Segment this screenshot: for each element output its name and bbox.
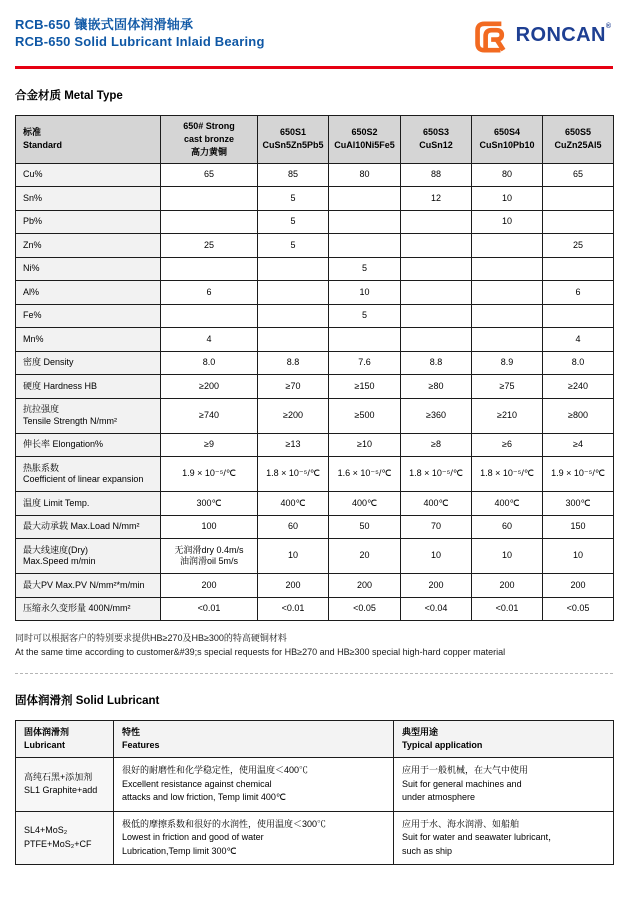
registered-trademark-mark: ® — [605, 23, 611, 30]
value-cell: 100 — [161, 515, 258, 539]
value-cell: <0.01 — [472, 597, 543, 621]
grade-column-header: 650# Strong cast bronze 高力黄铜 — [161, 115, 258, 163]
row-label-cell: Sn% — [16, 187, 161, 211]
value-cell: <0.04 — [401, 597, 472, 621]
lubricant-column-header: 典型用途 Typical application — [394, 721, 614, 758]
table-row — [16, 492, 614, 516]
value-cell — [401, 328, 472, 352]
value-cell — [161, 257, 258, 281]
value-cell: 10 — [472, 539, 543, 574]
value-cell: 200 — [543, 574, 614, 598]
value-cell: 70 — [401, 515, 472, 539]
value-cell: 400℃ — [329, 492, 401, 516]
value-cell: ≥75 — [472, 375, 543, 399]
value-cell: ≥8 — [401, 433, 472, 457]
value-cell: 10 — [472, 210, 543, 234]
value-cell: 60 — [258, 515, 329, 539]
table-row — [16, 328, 614, 352]
value-cell: 200 — [258, 574, 329, 598]
value-cell: 400℃ — [258, 492, 329, 516]
value-cell — [472, 257, 543, 281]
value-cell — [543, 257, 614, 281]
table-row — [16, 597, 614, 621]
value-cell: 20 — [329, 539, 401, 574]
value-cell: 1.8 × 10⁻⁵/℃ — [258, 457, 329, 492]
table-row — [16, 210, 614, 234]
value-cell — [161, 210, 258, 234]
value-cell: 25 — [161, 234, 258, 258]
row-label-cell: Mn% — [16, 328, 161, 352]
value-cell: 65 — [543, 163, 614, 187]
value-cell — [401, 257, 472, 281]
value-cell: 10 — [401, 539, 472, 574]
row-label-cell: 热胀系数 Coefficient of linear expansion — [16, 457, 161, 492]
row-label-cell: 密度 Density — [16, 351, 161, 375]
table-row — [16, 281, 614, 305]
value-cell: ≥80 — [401, 375, 472, 399]
value-cell: 200 — [472, 574, 543, 598]
value-cell: 5 — [258, 234, 329, 258]
value-cell: ≥800 — [543, 398, 614, 433]
lubricant-cell: 很好的耐磨性和化学稳定性，使用温度＜400℃ Excellent resistance against chemical attacks and low friction, Temp limit 400℃ — [114, 758, 394, 812]
value-cell: 1.6 × 10⁻⁵/℃ — [329, 457, 401, 492]
row-label-cell: 伸长率 Elongation% — [16, 433, 161, 457]
value-cell: 50 — [329, 515, 401, 539]
table-row — [16, 187, 614, 211]
row-label-cell: 抗拉强度 Tensile Strength N/mm² — [16, 398, 161, 433]
value-cell: ≥13 — [258, 433, 329, 457]
row-label-cell: 温度 Limit Temp. — [16, 492, 161, 516]
row-label-cell: Cu% — [16, 163, 161, 187]
row-label-cell: 压缩永久变形量 400N/mm² — [16, 597, 161, 621]
value-cell — [161, 187, 258, 211]
section-divider — [15, 673, 613, 674]
table-row — [16, 257, 614, 281]
table-row — [16, 234, 614, 258]
value-cell: ≥9 — [161, 433, 258, 457]
value-cell: <0.05 — [329, 597, 401, 621]
value-cell: 5 — [258, 187, 329, 211]
value-cell: ≥360 — [401, 398, 472, 433]
table-row — [16, 351, 614, 375]
row-label-cell: 硬度 Hardness HB — [16, 375, 161, 399]
value-cell: ≥240 — [543, 375, 614, 399]
value-cell: 1.8 × 10⁻⁵/℃ — [401, 457, 472, 492]
product-titles — [15, 16, 265, 50]
value-cell — [161, 304, 258, 328]
row-label-cell: Pb% — [16, 210, 161, 234]
value-cell — [472, 281, 543, 305]
value-cell: 10 — [329, 281, 401, 305]
value-cell — [543, 304, 614, 328]
value-cell: <0.05 — [543, 597, 614, 621]
product-title-en: RCB-650 Solid Lubricant Inlaid Bearing — [15, 34, 265, 49]
value-cell: ≥10 — [329, 433, 401, 457]
lubricant-section-heading: 固体润滑剂 Solid Lubricant — [15, 695, 160, 707]
row-label-cell: 最大动承载 Max.Load N/mm² — [16, 515, 161, 539]
table-row — [16, 163, 614, 187]
value-cell: ≥150 — [329, 375, 401, 399]
value-cell: 8.9 — [472, 351, 543, 375]
grade-column-header: 650S4 CuSn10Pb10 — [472, 115, 543, 163]
row-label-cell: Al% — [16, 281, 161, 305]
table-row — [16, 574, 614, 598]
value-cell: 5 — [329, 257, 401, 281]
value-cell: 5 — [258, 210, 329, 234]
value-cell — [401, 281, 472, 305]
value-cell: 4 — [543, 328, 614, 352]
solid-lubricant-table — [15, 720, 614, 865]
value-cell: 150 — [543, 515, 614, 539]
grade-column-header: 650S1 CuSn5Zn5Pb5 — [258, 115, 329, 163]
value-cell: 200 — [329, 574, 401, 598]
page-header — [15, 16, 613, 54]
value-cell: 10 — [258, 539, 329, 574]
brand-name: RONCAN — [515, 24, 606, 46]
lubricant-cell: 高纯石黑+添加剂 SL1 Graphite+add — [16, 758, 114, 812]
lubricant-cell: 极低的摩擦系数和很好的水润性，使用温度＜300℃ Lowest in friction and good of water Lubrication,Temp limit 300℃ — [114, 811, 394, 865]
value-cell: 300℃ — [543, 492, 614, 516]
value-cell — [329, 210, 401, 234]
value-cell — [543, 210, 614, 234]
lubricant-cell: SL4+MoS₂ PTFE+MoS₂+CF — [16, 811, 114, 865]
row-label-cell: 最大线速度(Dry) Max.Speed m/min — [16, 539, 161, 574]
table-row — [16, 457, 614, 492]
value-cell: 400℃ — [472, 492, 543, 516]
table-row — [16, 758, 614, 812]
value-cell: 6 — [161, 281, 258, 305]
row-label-cell: Zn% — [16, 234, 161, 258]
value-cell — [258, 304, 329, 328]
grade-column-header: 650S3 CuSn12 — [401, 115, 472, 163]
value-cell: 200 — [401, 574, 472, 598]
value-cell: 80 — [472, 163, 543, 187]
table-row — [16, 539, 614, 574]
row-label-cell: 最大PV Max.PV N/mm²*m/min — [16, 574, 161, 598]
value-cell — [401, 304, 472, 328]
value-cell — [258, 281, 329, 305]
value-cell — [472, 328, 543, 352]
value-cell: ≥200 — [161, 375, 258, 399]
value-cell: 7.6 — [329, 351, 401, 375]
value-cell: 6 — [543, 281, 614, 305]
value-cell: <0.01 — [258, 597, 329, 621]
value-cell — [472, 304, 543, 328]
value-cell: 1.9 × 10⁻⁵/℃ — [543, 457, 614, 492]
value-cell — [258, 328, 329, 352]
value-cell: 200 — [161, 574, 258, 598]
value-cell — [329, 187, 401, 211]
value-cell: 10 — [543, 539, 614, 574]
lubricant-column-header: 特性 Features — [114, 721, 394, 758]
metal-table-body — [16, 163, 614, 621]
table-row — [16, 304, 614, 328]
brand-logo — [473, 20, 611, 54]
lubricant-column-header: 固体润滑剂 Lubricant — [16, 721, 114, 758]
special-request-notes — [15, 631, 613, 659]
note-zh: 同时可以根据客户的特别要求提供HB≥270及HB≥300的特高硬铜材料 — [15, 633, 287, 643]
value-cell: 300℃ — [161, 492, 258, 516]
value-cell — [258, 257, 329, 281]
value-cell: <0.01 — [161, 597, 258, 621]
value-cell: 400℃ — [401, 492, 472, 516]
lubricant-cell: 应用于水、海水润滑、如船舶 Suit for water and seawater lubricant， such as ship — [394, 811, 614, 865]
value-cell — [401, 234, 472, 258]
value-cell: 60 — [472, 515, 543, 539]
metal-header-row — [16, 115, 614, 163]
table-row — [16, 375, 614, 399]
value-cell: 5 — [329, 304, 401, 328]
value-cell: 88 — [401, 163, 472, 187]
grade-column-header: 650S2 CuAl10Ni5Fe5 — [329, 115, 401, 163]
table-row — [16, 433, 614, 457]
lubricant-table-head — [16, 721, 614, 758]
lubricant-cell: 应用于一般机械，在大气中使用 Suit for general machines and under atmosphere — [394, 758, 614, 812]
row-label-cell: Fe% — [16, 304, 161, 328]
value-cell: ≥740 — [161, 398, 258, 433]
header-divider — [15, 66, 613, 69]
value-cell — [472, 234, 543, 258]
table-row — [16, 398, 614, 433]
value-cell: 8.0 — [543, 351, 614, 375]
standard-column-header: 标准 Standard — [16, 115, 161, 163]
value-cell: ≥70 — [258, 375, 329, 399]
note-en: At the same time according to customer&#39;s special requests for HB≥270 and HB≥300 special high-hard copper material — [15, 647, 506, 657]
value-cell: ≥4 — [543, 433, 614, 457]
value-cell: 85 — [258, 163, 329, 187]
value-cell: ≥6 — [472, 433, 543, 457]
value-cell: 65 — [161, 163, 258, 187]
value-cell: 1.8 × 10⁻⁵/℃ — [472, 457, 543, 492]
value-cell: ≥210 — [472, 398, 543, 433]
product-title-zh: RCB-650 镶嵌式固体润滑轴承 — [15, 17, 194, 32]
value-cell: 8.8 — [401, 351, 472, 375]
metal-type-table — [15, 115, 614, 622]
value-cell: ≥200 — [258, 398, 329, 433]
grade-column-header: 650S5 CuZn25Al5 — [543, 115, 614, 163]
table-row — [16, 515, 614, 539]
table-row — [16, 811, 614, 865]
value-cell — [329, 234, 401, 258]
value-cell: 12 — [401, 187, 472, 211]
value-cell: 1.9 × 10⁻⁵/℃ — [161, 457, 258, 492]
roncan-r-icon — [473, 20, 516, 54]
value-cell — [543, 187, 614, 211]
lubricant-header-row — [16, 721, 614, 758]
lubricant-table-body — [16, 758, 614, 865]
value-cell: 25 — [543, 234, 614, 258]
metal-table-head — [16, 115, 614, 163]
row-label-cell: Ni% — [16, 257, 161, 281]
value-cell: 8.0 — [161, 351, 258, 375]
value-cell — [401, 210, 472, 234]
value-cell: 4 — [161, 328, 258, 352]
value-cell: ≥500 — [329, 398, 401, 433]
metal-section-heading: 合金材质 Metal Type — [15, 89, 123, 102]
value-cell — [329, 328, 401, 352]
value-cell: 无润滑dry 0.4m/s 油润滑oil 5m/s — [161, 539, 258, 574]
value-cell: 8.8 — [258, 351, 329, 375]
value-cell: 80 — [329, 163, 401, 187]
value-cell: 10 — [472, 187, 543, 211]
